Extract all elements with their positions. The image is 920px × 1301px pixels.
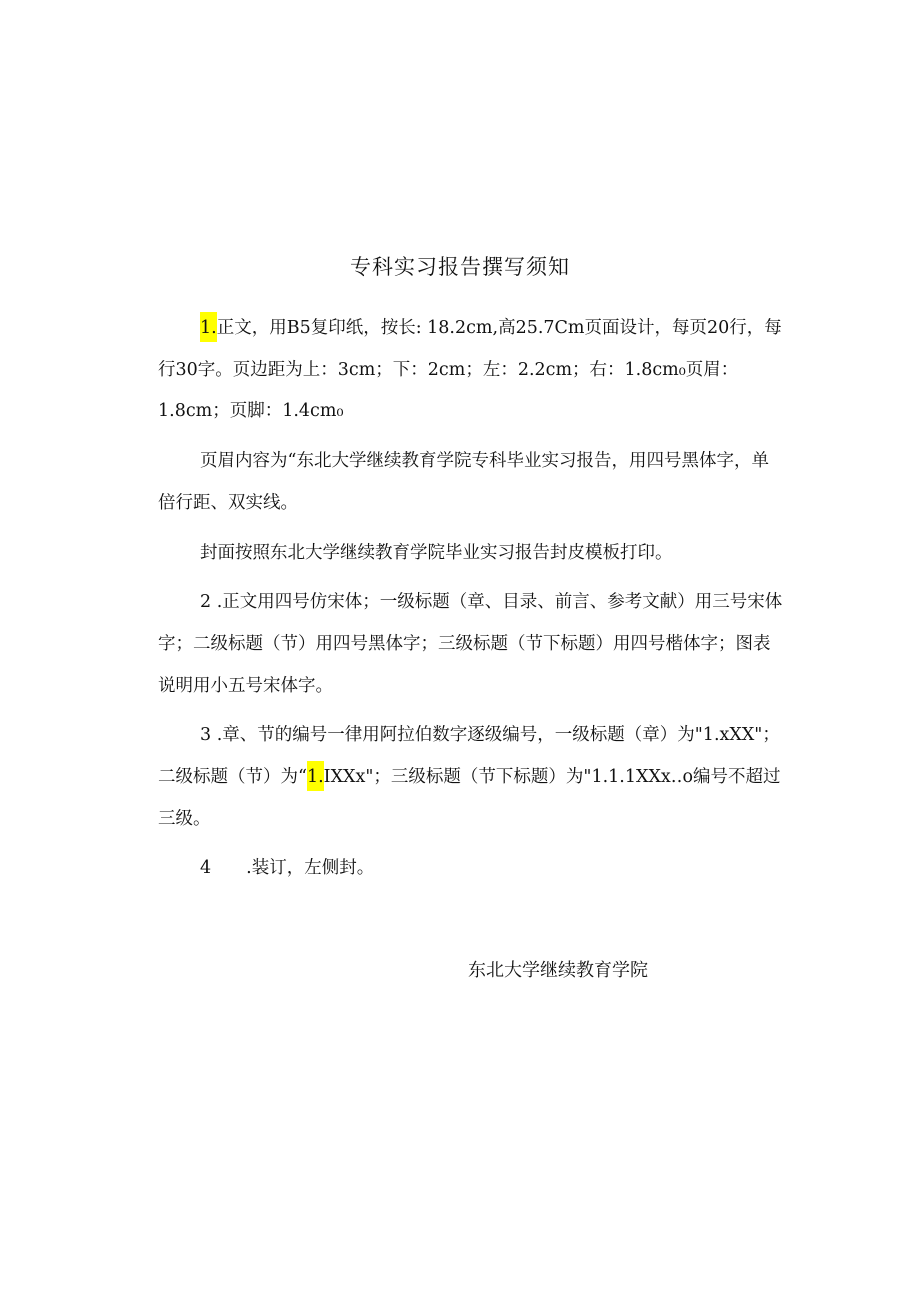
- document-body: [158, 308, 786, 890]
- highlighted-number: 1.: [200, 312, 217, 342]
- paragraph-3: 封面按照东北大学继续教育学院毕业实习报告封皮模板打印。: [200, 542, 673, 563]
- paragraph-2: 页眉内容为“东北大学继续教育学院专科毕业实习报告，用四号黑体字，单倍行距、双实线。: [158, 451, 769, 513]
- paragraph-5-text-b: IXXx"；三级标题（节下标题）为"1.1.1XXx‥o编号不超过三级。: [158, 767, 781, 829]
- signature: 东北大学继续教育学院: [468, 960, 648, 981]
- paragraph-6: 4 .装订，左侧封。: [200, 858, 375, 879]
- paragraph-4: 2 .正文用四号仿宋体；一级标题（章、目录、前言、参考文献）用三号宋体字；二级标题（节）用四号黑体字；三级标题（节下标题）用四号楷体字；图表说明用小五号宋体字。: [158, 592, 783, 696]
- highlighted-number: 1.: [307, 761, 324, 791]
- paragraph-5-text-a: 3 .章、节的编号一律用阿拉伯数字逐级编号，一级标题（章）为"1.xXX"；二级标题（节）为“: [158, 725, 780, 788]
- paragraph-5: [158, 715, 786, 840]
- paragraph-1-text: 正文，用B5复印纸，按长: 18.2cm,高25.7Cm页面设计，每页20行，每行30字。页边距为上：3cm；下：2cm；左：2.2cm；右：1.8cm₀页眉：1.8cm；页脚：1.4cm₀: [158, 318, 782, 422]
- document-title: 专科实习报告撰写须知: [350, 255, 570, 279]
- paragraph-1: [158, 308, 786, 433]
